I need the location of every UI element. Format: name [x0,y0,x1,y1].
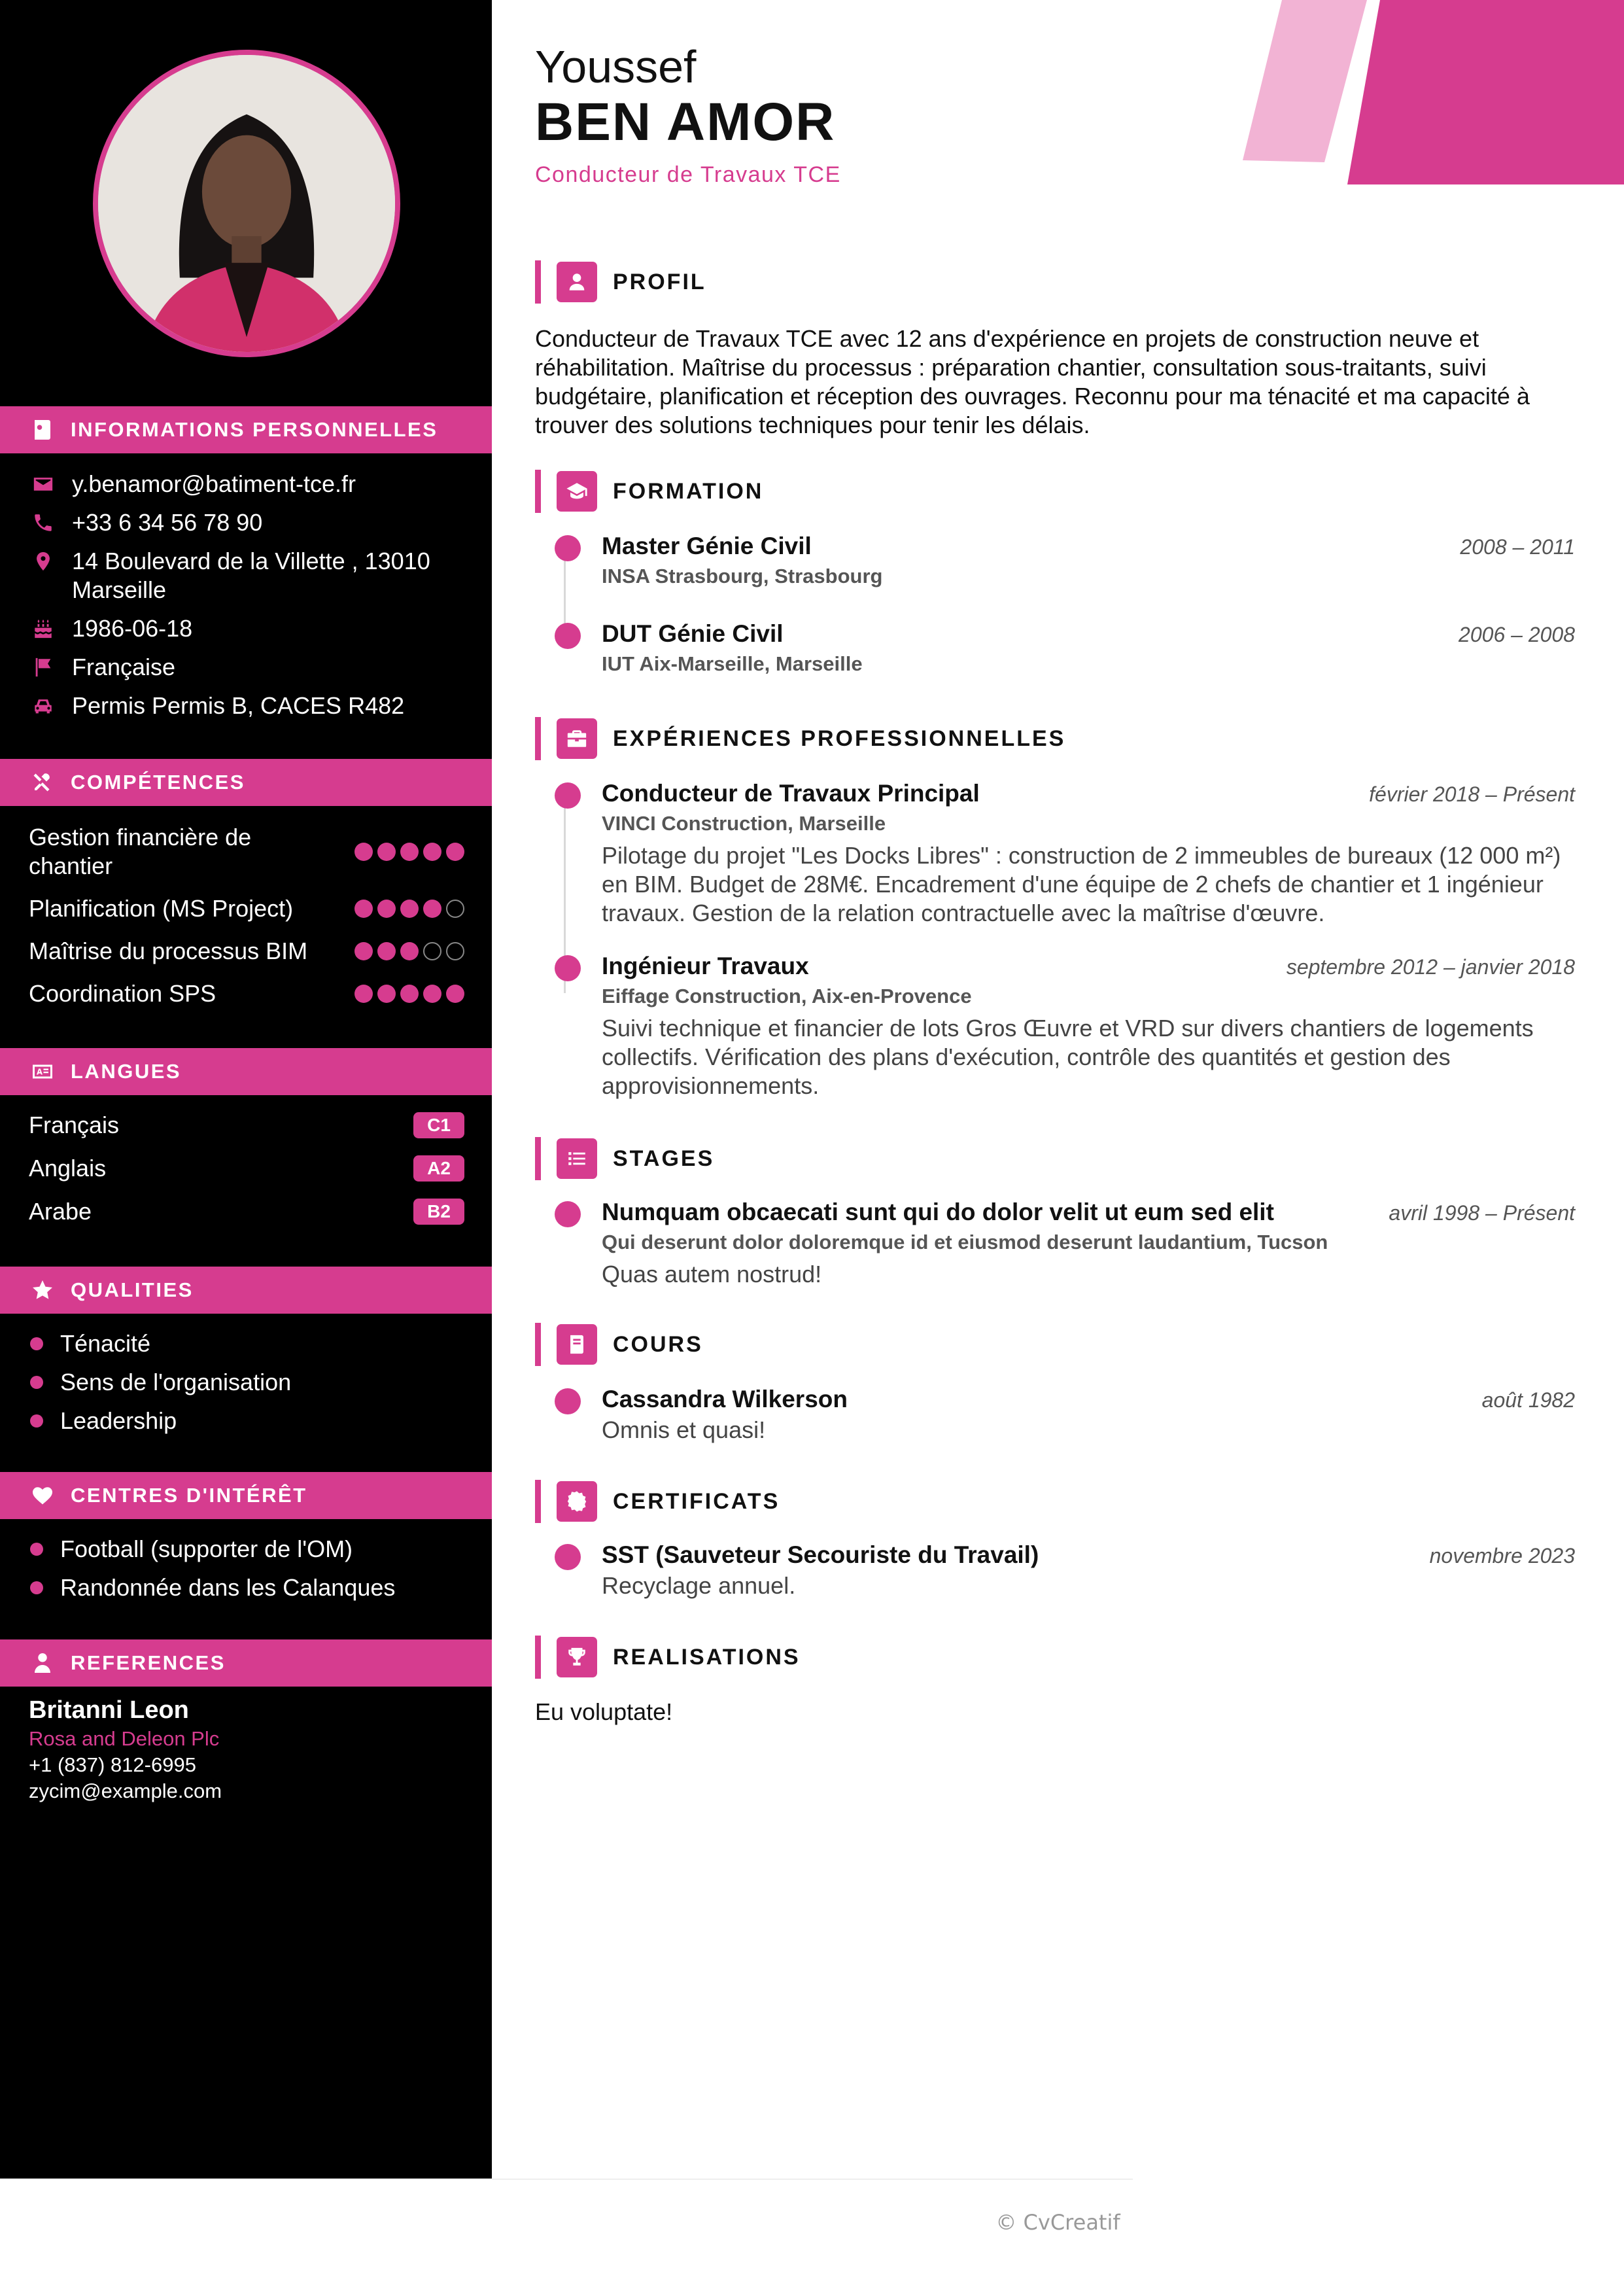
quality-text: Sens de l'organisation [60,1369,292,1395]
entry-header [602,1539,1575,1571]
skill-item [29,979,464,1008]
language-card-icon [30,1059,55,1084]
language-level-badge: B2 [413,1199,464,1225]
reference-phone[interactable]: +1 (837) 812-6995 [29,1753,196,1776]
certificate-entry [535,1539,1575,1600]
tools-icon [30,770,55,795]
personal-info-header [0,406,492,453]
language-item [29,1111,464,1140]
entry-description: Omnis et quasi! [602,1416,766,1443]
skill-dot-filled [354,985,373,1003]
entry-header [602,1383,1575,1416]
trophy-icon [557,1637,597,1677]
skill-dot-filled [354,942,373,960]
internships-section-header [535,1137,714,1180]
timeline-node [555,1544,581,1570]
courses-section-header [535,1323,703,1366]
profile-photo [93,50,400,357]
timeline-node [555,1201,581,1227]
qualities-header [0,1267,492,1314]
language-item [29,1154,464,1183]
skill-dot-filled [446,843,464,861]
bullet-icon [30,1414,43,1428]
skill-item [29,894,464,923]
entry-title: DUT Génie Civil [602,620,784,647]
user-icon [557,262,597,302]
skill-dot-filled [423,900,441,918]
courses-timeline [535,1383,1575,1445]
language-name: Anglais [29,1155,107,1182]
skill-level-dots [354,985,464,1003]
entry-date: février 2018 – Présent [1369,782,1575,806]
certificates-section-header [535,1480,780,1523]
experience-entry [535,777,1575,928]
skill-dot-filled [400,900,419,918]
header-decoration [1243,0,1624,190]
section-accent-bar [535,1323,541,1366]
achievements-text: Eu voluptate! [535,1698,673,1725]
language-level-badge: C1 [413,1112,464,1138]
entry-date: avril 1998 – Présent [1389,1201,1575,1225]
skill-level-dots [354,843,464,861]
skill-dot-empty [423,942,441,960]
internships-title: STAGES [613,1146,715,1171]
skill-dot-empty [446,942,464,960]
email-row [30,470,475,499]
car-icon [30,692,56,720]
skill-item [29,823,464,881]
first-name: Youssef [535,41,697,92]
section-accent-bar [535,1480,541,1523]
internship-entry [535,1196,1575,1289]
profile-title: PROFIL [613,269,706,294]
birthdate-value: 1986-06-18 [72,615,193,642]
interests-header [0,1472,492,1519]
reference-email[interactable]: zycim@example.com [29,1779,222,1802]
skill-dot-filled [354,900,373,918]
entry-description: Pilotage du projet "Les Docks Libres" : construction de 2 immeubles de bureaux (12 000 m²) en BIM. Budget de 28M€. Encadrement d'une équipe de 2 chefs de chantier et 1 ingénieur travaux. Gestion de la relation contractuelle avec la maîtrise d'œuvre. [602,842,1561,926]
graduation-cap-icon [557,471,597,512]
list-icon [557,1138,597,1179]
skill-dot-filled [377,985,396,1003]
section-accent-bar [535,1137,541,1180]
skill-dot-filled [423,843,441,861]
interest-text: Football (supporter de l'OM) [60,1535,353,1562]
entry-title: Master Génie Civil [602,533,812,559]
entry-title: Ingénieur Travaux [602,953,809,979]
address-value: 14 Boulevard de la Villette , 13010 Marseille [72,548,430,603]
education-entry [535,618,1575,678]
references-header [0,1639,492,1687]
section-accent-bar [535,260,541,304]
skill-dot-empty [446,900,464,918]
star-icon [30,1278,55,1303]
skill-name: Maîtrise du processus BIM [29,937,308,964]
entry-date: septembre 2012 – janvier 2018 [1286,955,1575,979]
certificates-title: CERTIFICATS [613,1488,780,1514]
envelope-icon [30,470,56,499]
education-title: FORMATION [613,478,764,504]
language-name: Arabe [29,1198,92,1225]
map-pin-icon [30,547,56,576]
entry-header [602,777,1575,810]
footer-credit: © CvCreatif [995,2210,1120,2235]
nationality-value: Française [72,654,176,680]
person-photo-icon [98,55,395,352]
entry-date: novembre 2023 [1429,1544,1575,1568]
entry-place: Qui deserunt dolor doloremque id et eiusmod deserunt laudantium, Tucson [602,1231,1328,1253]
language-level-badge: A2 [413,1155,464,1182]
entry-title: Numquam obcaecati sunt qui do dolor velit ut eum sed elit [602,1199,1274,1225]
job-title: Conducteur de Travaux TCE [535,162,841,187]
flag-icon [30,653,56,682]
section-accent-bar [535,470,541,513]
bullet-icon [30,1581,43,1594]
book-icon [557,1324,597,1365]
skill-level-dots [354,942,464,960]
skills-list [29,823,464,1022]
heart-icon [30,1483,55,1508]
language-item [29,1197,464,1226]
last-name: BEN AMOR [535,92,836,152]
education-timeline [535,530,1575,678]
profile-section-header [535,260,706,304]
birthdate-row [30,614,475,643]
qualities-title: QUALITIES [71,1278,194,1301]
section-accent-bar [535,1636,541,1679]
bullet-icon [30,1543,43,1556]
references-title: REFERENCES [71,1651,226,1674]
entry-title: Cassandra Wilkerson [602,1386,848,1412]
entry-header [602,618,1575,650]
phone-icon [30,508,56,537]
languages-title: LANGUES [71,1060,182,1083]
entry-place: INSA Strasbourg, Strasbourg [602,565,883,587]
skill-item [29,937,464,966]
achievements-title: REALISATIONS [613,1644,801,1670]
bullet-icon [30,1337,43,1350]
reference-name: Britanni Leon [29,1696,189,1724]
entry-title: Conducteur de Travaux Principal [602,780,980,807]
bullet-icon [30,1376,43,1389]
certificate-badge-icon [557,1481,597,1522]
phone-row [30,508,475,537]
qualities-list [30,1329,475,1445]
entry-description: Suivi technique et financier de lots Gros Œuvre et VRD sur divers chantiers de logements collectifs. Vérification des plans d'exécution, contrôle des quantités et gestion des approvisionnements. [602,1015,1534,1099]
timeline-node [555,782,581,809]
skill-name: Gestion financière de chantier [29,824,252,879]
skill-dot-filled [377,900,396,918]
skill-dot-filled [377,942,396,960]
entry-date: août 1982 [1481,1388,1575,1412]
education-section-header [535,470,763,513]
education-entry [535,530,1575,590]
entry-title: SST (Sauveteur Secouriste du Travail) [602,1541,1039,1568]
reference-company: Rosa and Deleon Plc [29,1727,220,1750]
entry-place: Eiffage Construction, Aix-en-Provence [602,985,972,1007]
quality-text: Leadership [60,1407,177,1434]
timeline-node [555,535,581,561]
timeline-node [555,1388,581,1414]
skills-title: COMPÉTENCES [71,771,245,794]
entry-description: Quas autem nostrud! [602,1261,822,1288]
license-value: Permis Permis B, CACES R482 [72,692,405,719]
skills-header [0,759,492,806]
experience-section-header [535,717,1065,760]
entry-header [602,530,1575,563]
id-card-icon [30,417,55,442]
entry-header [602,950,1575,983]
skill-name: Planification (MS Project) [29,895,294,922]
entry-place: IUT Aix-Marseille, Marseille [602,652,863,675]
course-entry [535,1383,1575,1445]
achievements-section-header [535,1636,801,1679]
entry-date: 2008 – 2011 [1460,535,1575,559]
interest-item [30,1573,475,1602]
language-name: Français [29,1112,120,1138]
interests-list [30,1535,475,1612]
skill-dot-filled [400,985,419,1003]
skill-dot-filled [377,843,396,861]
languages-list [29,1111,464,1240]
sidebar [0,0,492,2179]
section-accent-bar [535,717,541,760]
reference-entry [29,1694,474,1804]
quality-item [30,1368,475,1397]
footer-divider [492,2179,1133,2180]
experience-timeline [535,777,1575,1100]
skill-name: Coordination SPS [29,980,216,1007]
entry-header [602,1196,1575,1229]
entry-date: 2006 – 2008 [1459,623,1575,646]
interest-item [30,1535,475,1564]
skill-dot-filled [400,942,419,960]
birthday-cake-icon [30,614,56,643]
skill-level-dots [354,900,464,918]
skill-dot-filled [446,985,464,1003]
briefcase-icon [557,718,597,759]
internships-timeline [535,1196,1575,1289]
personal-info-list [30,470,475,730]
languages-header [0,1048,492,1095]
skill-dot-filled [400,843,419,861]
quality-text: Ténacité [60,1330,151,1357]
profile-text: Conducteur de Travaux TCE avec 12 ans d'expérience en projets de construction neuve et réhabilitation. Maîtrise du processus : préparation chantier, consultation sous-traitants, suivi budgétaire, planification et réception des ouvrages. Reconnu pour ma ténacité et ma capacité à trouver des solutions techniques pour tenir les délais. [535,325,1530,438]
entry-description: Recyclage annuel. [602,1572,796,1599]
email-value[interactable]: y.benamor@batiment-tce.fr [72,470,356,497]
license-row [30,692,475,720]
personal-info-title: INFORMATIONS PERSONNELLES [71,418,438,441]
timeline-node [555,955,581,981]
address-row [30,547,475,604]
courses-title: COURS [613,1331,703,1357]
phone-value[interactable]: +33 6 34 56 78 90 [72,509,263,536]
timeline-node [555,623,581,649]
certificates-timeline [535,1539,1575,1600]
quality-item [30,1407,475,1435]
nationality-row [30,653,475,682]
experience-entry [535,950,1575,1100]
skill-dot-filled [354,843,373,861]
quality-item [30,1329,475,1358]
user-tie-icon [30,1651,55,1675]
interest-text: Randonnée dans les Calanques [60,1574,396,1601]
skill-dot-filled [423,985,441,1003]
entry-place: VINCI Construction, Marseille [602,812,886,835]
interests-title: CENTRES D'INTÉRÊT [71,1484,307,1507]
experience-title: EXPÉRIENCES PROFESSIONNELLES [613,726,1066,751]
